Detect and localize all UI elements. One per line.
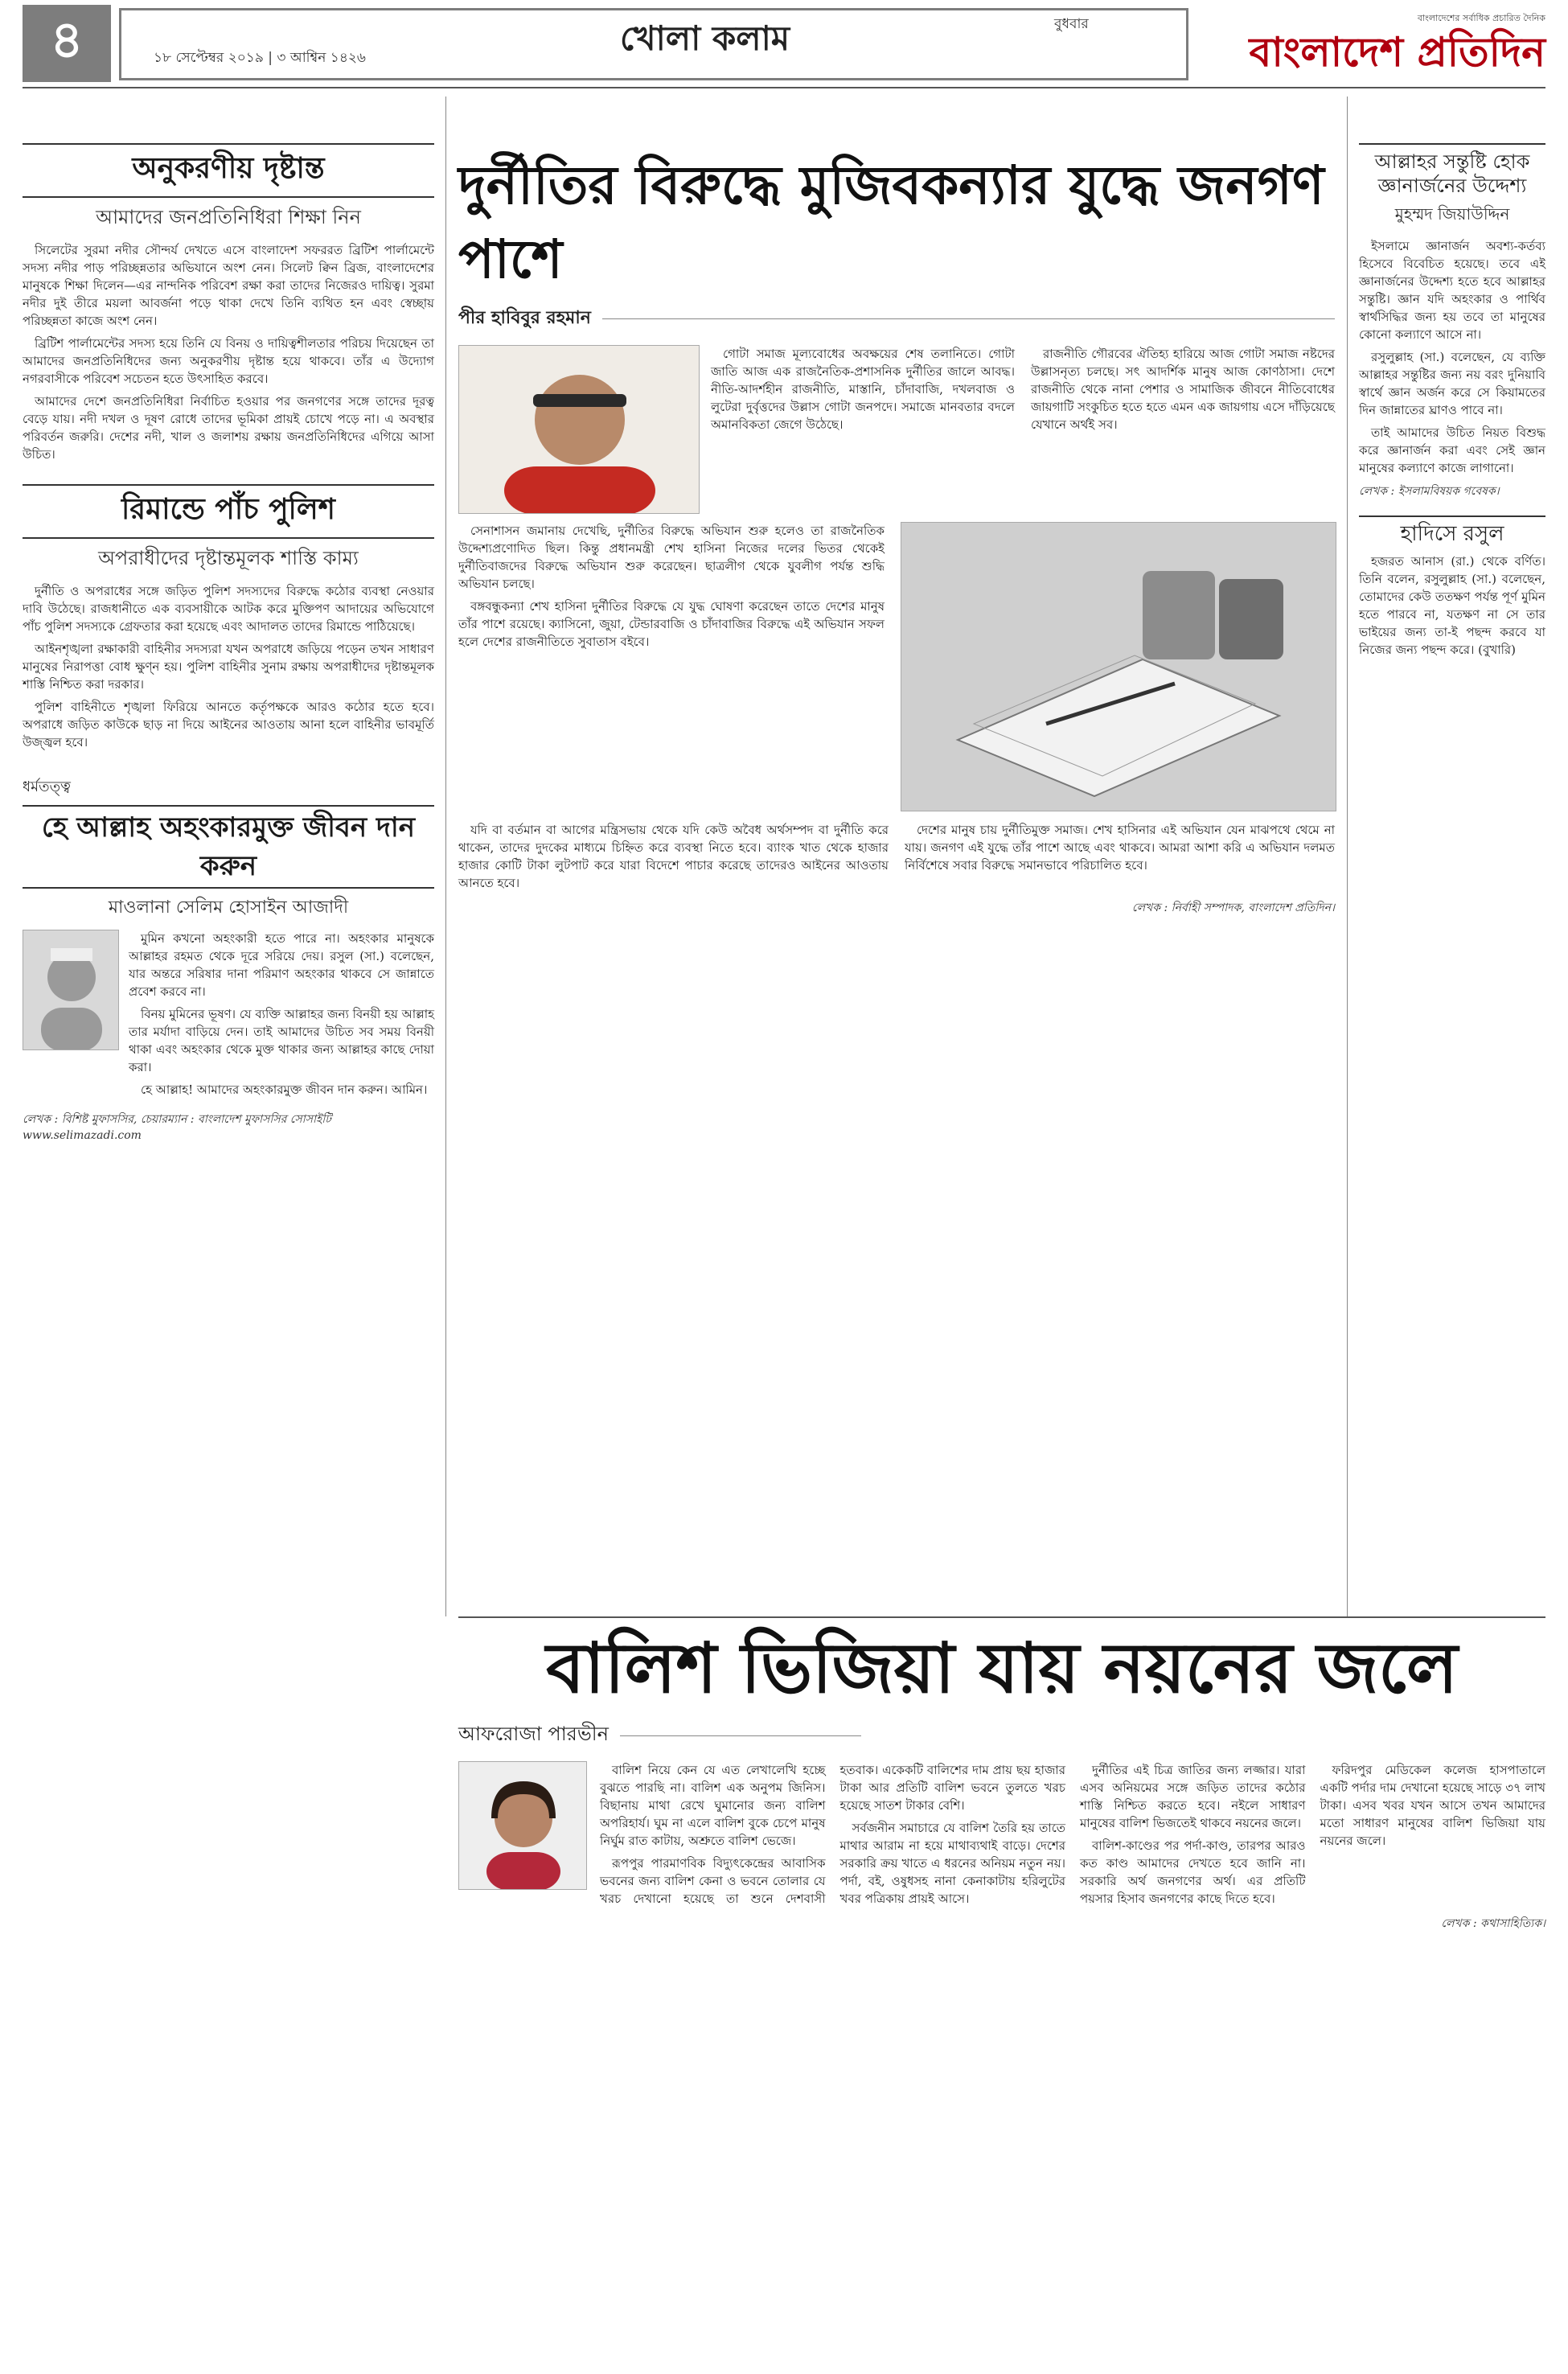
article-photo-illustration (901, 523, 1336, 811)
paragraph: বিনয় মুমিনের ভূষণ। যে ব্যক্তি আল্লাহর জন্য বিনয়ী হয় আল্লাহ তার মর্যাদা বাড়িয়ে দেন। তাই আমাদের উচিত সব সময় বিনয়ী থাকা এবং অহংকার থেকে মুক্ত থাকার জন্য আল্লাহর কাছে দোয়া করা। (129, 1007, 434, 1074)
website-link[interactable]: www.selimazadi.com (23, 1129, 142, 1142)
hadith-title: হাদিসে রসুল (1359, 515, 1545, 546)
main-body-top (711, 345, 1335, 514)
lower-body (600, 1761, 1545, 1908)
main-body-bottom (458, 821, 1335, 892)
religion-kicker: ধর্মতত্ত্ব (23, 778, 71, 795)
masthead-logo (1205, 11, 1545, 80)
paragraph: বঙ্গবন্ধুকন্যা শেখ হাসিনা দুর্নীতির বিরুদ্ধে যে যুদ্ধ ঘোষণা করেছেন তাতে দেশের মানুষ তাঁর পাশে রয়েছে। ক্যাসিনো, জুয়া, টেন্ডারবাজি ও চাঁদাবাজির বিরুদ্ধে এই অভিযান সফল হলে দেশের রাজনীতিতে সুবাতাস বইবে। (458, 599, 885, 649)
editorial-subtitle-1: আমাদের জনপ্রতিনিধিরা শিক্ষা নিন (96, 206, 361, 228)
right-column (1359, 143, 1545, 663)
right-article-title: আল্লাহর সন্তুষ্টি হোক জ্ঞানার্জনের উদ্দেশ্য (1359, 143, 1545, 198)
author-photo-placeholder (23, 930, 119, 1050)
author-photo (23, 930, 119, 1050)
paragraph: হে আল্লাহ! আমাদের অহংকারমুক্ত জীবন দান করুন। আমিন। (141, 1082, 428, 1097)
paragraph: ফরিদপুর মেডিকেল কলেজ হাসপাতালে একটি পর্দার দাম দেখানো হয়েছে সাড়ে ৩৭ লাখ টাকা। এসব খবর যখন আসে তখন আমাদের মতো সাধারণ মানুষের বালিশ ভিজিয়া যায় নয়নের জলে। (1320, 1763, 1545, 1848)
header-date: ১৮ সেপ্টেম্বর ২০১৯ | ৩ আশ্বিন ১৪২৬ (154, 50, 366, 66)
section-divider (458, 1616, 1545, 1618)
byline-rule (620, 1735, 861, 1736)
lower-footer: লেখক : কথাসাহিত্যিক। (1441, 1917, 1545, 1930)
paragraph: গোটা সমাজ মূল্যবোধের অবক্ষয়ের শেষ তলানিতে। গোটা জাতি আজ এক রাজনৈতিক-প্রশাসনিক দুর্নীতির জালে আবদ্ধ। নীতি-আদর্শহীন রাজনীতি, মাস্তানি, চাঁদাবাজি, দখলবাজ ও লুটেরা দুর্বৃত্তদের উল্লাস গোটা জনপদে। সমাজে মানবতার বদলে অমানবিকতা জেগে উঠেছে। (711, 347, 1015, 432)
left-column (23, 143, 434, 1142)
religion-author: মাওলানা সেলিম হোসাইন আজাদী (108, 897, 349, 918)
editorial-body-1 (23, 241, 434, 463)
author-photo (458, 345, 700, 514)
paragraph: ইসলামে জ্ঞানার্জন অবশ্য-কর্তব্য হিসেবে বিবেচিত হয়েছে। তবে এই জ্ঞানার্জনের উদ্দেশ্য হতে হবে আল্লাহর সন্তুষ্টি। জ্ঞান যদি অহংকার ও পার্থিব স্বার্থসিদ্ধির জন্য হয় তবে তা মানুষের কোনো কল্যাণে আসে না। (1359, 239, 1545, 342)
hadith-body (1359, 552, 1545, 659)
header-day: বুধবার (1054, 16, 1089, 32)
religion-title: হে আল্লাহ অহংকারমুক্ত জীবন দান করুন (23, 805, 434, 889)
religion-body (129, 930, 434, 1103)
main-article (458, 148, 1335, 918)
author-photo-placeholder (459, 346, 700, 514)
page-number: ৪ (23, 5, 111, 82)
paragraph: সর্বজনীন সমাচারে যে বালিশ তৈরি হয় তাতে মাথার আরাম না হয়ে মাথাব্যথাই বাড়ে। দেশের সরকারি ক্রয় খাতে এ ধরনের অনিয়ম নতুন নয়। পর্দা, বই, ওষুধসহ নানা কেনাকাটায় হরিলুটের খবর পত্রিকায় প্রায়ই আসে। (839, 1821, 1065, 1906)
editorial-body-2 (23, 582, 434, 751)
paragraph: রসুলুল্লাহ (সা.) বলেছেন, যে ব্যক্তি আল্লাহর সন্তুষ্টির জন্য নয় বরং দুনিয়াবি স্বার্থে জ্ঞান অর্জন করে সে কিয়ামতের দিন জান্নাতের ঘ্রাণও পাবে না। (1359, 350, 1545, 417)
main-headline: দুর্নীতির বিরুদ্ধে মুজিবকন্যার যুদ্ধে জনগণ পাশে (458, 154, 1324, 290)
paragraph: যদি বা বর্তমান বা আগের মন্ত্রিসভায় থেকে যদি কেউ অবৈধ অর্থসম্পদ বা দুর্নীতি করে থাকেন, তাদের দুদকের মাধ্যমে চিহ্নিত করে ব্যবস্থা নিতে হবে। ব্যাংক খাত থেকে হাজার হাজার কোটি টাকা লুটপাট করে যারা বিদেশে পাচার করেছে তাদেরও আইনের আওতায় আনতে হবে। (458, 823, 889, 890)
paragraph: রাজনীতি গৌরবের ঐতিহ্য হারিয়ে আজ গোটা সমাজ নষ্টদের উল্লাসনৃত্য চলছে। সৎ আদর্শিক মানুষ আজ কোণঠাসা। দেশে রাজনীতি থেকে নানা পেশার ও সামাজিক জীবনে নীতিবোধের জায়গাটি সংকুচিত হতে হতে এমন এক জায়গায় এসে দাঁড়িয়েছে যেখানে অর্থই সব। (1031, 347, 1335, 432)
editorial-title-2: রিমান্ডে পাঁচ পুলিশ (23, 484, 434, 539)
column-divider (1347, 97, 1348, 1616)
paragraph: হজরত আনাস (রা.) থেকে বর্ণিত। তিনি বলেন, রসুলুল্লাহ (সা.) বলেছেন, তোমাদের কেউ ততক্ষণ পর্যন্ত পূর্ণ মুমিন হতে পারবে না, যতক্ষণ না সে তার ভাইয়ের জন্য তা-ই পছন্দ করবে যা নিজের জন্য পছন্দ করে। (বুখারি) (1359, 554, 1545, 657)
author-photo (458, 1761, 587, 1890)
paragraph: তাই আমাদের উচিত নিয়ত বিশুদ্ধ করে জ্ঞানার্জন করা এবং সেই জ্ঞান মানুষের কল্যাণে কাজে লাগানো। (1359, 425, 1545, 475)
lower-byline: আফরোজা পারভীন (458, 1723, 609, 1745)
masthead-name: বাংলাদেশ প্রতিদিন (1249, 28, 1545, 76)
paragraph: দেশের মানুষ চায় দুর্নীতিমুক্ত সমাজ। শেখ হাসিনার এই অভিযান যেন মাঝপথে থেমে না যায়। জনগণ এই যুদ্ধে তাঁর পাশে আছে এবং থাকবে। আমরা আশা করি এ অভিযান দলমত নির্বিশেষে সবার বিরুদ্ধে সমানভাবে পরিচালিত হবে। (905, 823, 1335, 873)
religion-footer: লেখক : বিশিষ্ট মুফাসসির, চেয়ারম্যান : বাংলাদেশ মুফাসসির সোসাইটি (23, 1113, 331, 1126)
paragraph: মুমিন কখনো অহংকারী হতে পারে না। অহংকার মানুষকে আল্লাহর রহমত থেকে দূরে সরিয়ে দেয়। রসুল (সা.) বলেছেন, যার অন্তরে সরিষার দানা পরিমাণ অহংকার থাকবে সে জান্নাতে প্রবেশ করবে না। (129, 931, 434, 999)
lower-article (458, 1624, 1545, 1933)
column-divider (445, 97, 446, 1616)
editorial-subtitle-2: অপরাধীদের দৃষ্টান্তমূলক শাস্তি কাম্য (98, 547, 359, 569)
paragraph: আইনশৃঙ্খলা রক্ষাকারী বাহিনীর সদস্যরা যখন অপরাধে জড়িয়ে পড়েন তখন সাধারণ মানুষের নিরাপত্তা বোধ ক্ষুণ্ন হয়। পুলিশ বাহিনীর সুনাম রক্ষায় অপরাধীদের দৃষ্টান্তমূলক শাস্তি নিশ্চিত করা দরকার। (23, 642, 434, 692)
right-article-footer: লেখক : ইসলামবিষয়ক গবেষক। (1359, 485, 1500, 498)
header-divider (23, 87, 1545, 88)
paragraph: আমাদের দেশে জনপ্রতিনিধিরা নির্বাচিত হওয়ার পর জনগণের সঙ্গে তাদের দূরত্ব বেড়ে যায়। নদী দখল ও দূষণ রোধে তাদের ভূমিকা প্রায়ই চোখে পড়ে না। এ অবস্থার পরিবর্তন জরুরি। দেশের নদী, খাল ও জলাশয় রক্ষায় জনপ্রতিনিধিদের এগিয়ে আসা উচিত। (23, 394, 434, 462)
paragraph: দুর্নীতি ও অপরাধের সঙ্গে জড়িত পুলিশ সদস্যদের বিরুদ্ধে কঠোর ব্যবস্থা নেওয়ার দাবি উঠেছে। রাজধানীতে এক ব্যবসায়ীকে আটক করে মুক্তিপণ আদায়ের অভিযোগে পাঁচ পুলিশ সদস্যকে গ্রেফতার করা হয়েছে এবং আদালত তাদের রিমান্ডে পাঠিয়েছে। (23, 584, 434, 634)
editorial-title-1: অনুকরণীয় দৃষ্টান্ত (23, 143, 434, 198)
lower-headline: বালিশ ভিজিয়া যায় নয়নের জলে (546, 1628, 1458, 1709)
right-article-body (1359, 237, 1545, 477)
main-body-left (458, 522, 885, 811)
main-footer: লেখক : নির্বাহী সম্পাদক, বাংলাদেশ প্রতিদিন। (1131, 902, 1335, 914)
article-photo (901, 522, 1336, 811)
byline-rule (602, 318, 1335, 319)
section-name: খোলা কলাম (620, 18, 790, 58)
right-article-author: মুহম্মদ জিয়াউদ্দিন (1394, 204, 1510, 224)
paragraph: বালিশ-কাণ্ডের পর পর্দা-কাণ্ড, তারপর আরও কত কাণ্ড আমাদের দেখতে হবে জানি না। সরকারি অর্থ জনগণের অর্থ। এর প্রতিটি পয়সার হিসাব জনগণের কাছে দিতে হবে। (1080, 1838, 1306, 1906)
masthead-tagline: বাংলাদেশের সর্বাধিক প্রচারিত দৈনিক (1417, 13, 1545, 23)
page-header (23, 5, 1545, 82)
section-bar (119, 8, 1188, 80)
author-photo-placeholder (459, 1762, 587, 1890)
main-byline: পীর হাবিবুর রহমান (458, 307, 591, 328)
paragraph: সিলেটের সুরমা নদীর সৌন্দর্য দেখতে এসে বাংলাদেশ সফররত ব্রিটিশ পার্লামেন্টে সদস্য নদীর পাড় পরিচ্ছন্নতার অভিযানে অংশ নেন। সিলেট ক্বিন ব্রিজ, বাংলাদেশের মানুষকে শিক্ষা দিলেন—এর নান্দনিক পরিবেশ রক্ষা করা তাদের নিজেরও দায়িত্ব। সুরমা নদীর দুই তীরে ময়লা আবর্জনা পড়ে থাকা দেখে তিনি ব্যথিত হন এবং স্বেচ্ছায় পরিচ্ছন্নতা কাজে অংশ নেন। (23, 243, 434, 328)
paragraph: রূপপুর পারমাণবিক বিদ্যুৎকেন্দ্রের আবাসিক ভবনের জন্য বালিশ কেনা ও ভবনে তোলার যে খরচ দেখানো হয়েছে তা শুনে দেশবাসী হতবাক। একেকটি বালিশের দাম প্রায় ছয় হাজার টাকা আর প্রতিটি বালিশ ভবনে তুলতে খরচ হয়েছে সাতশ টাকার বেশি। (600, 1763, 1065, 1906)
paragraph: সেনাশাসন জমানায় দেখেছি, দুর্নীতির বিরুদ্ধে অভিযান শুরু হলেও তা রাজনৈতিক উদ্দেশ্যপ্রণোদিত ছিল। কিন্তু প্রধানমন্ত্রী শেখ হাসিনা নিজের দলের ভিতর থেকেই দুর্নীতিবাজদের বিরুদ্ধে অভিযান শুরু করেছেন। ছাত্রলীগ থেকে যুবলীগ পর্যন্ত শুদ্ধি অভিযান চলছে। (458, 524, 885, 591)
paragraph: দুর্নীতির এই চিত্র জাতির জন্য লজ্জার। যারা এসব অনিয়মের সঙ্গে জড়িত তাদের কঠোর শাস্তি নিশ্চিত করতে হবে। নইলে সাধারণ মানুষের বালিশ ভিজতেই থাকবে নয়নের জলে। (1080, 1763, 1306, 1830)
paragraph: বালিশ নিয়ে কেন যে এত লেখালেখি হচ্ছে বুঝতে পারছি না। বালিশ এক অনুপম জিনিস। বিছানায় মাথা রেখে ঘুমানোর জন্য বালিশ অপরিহার্য। ঘুম না এলে বালিশ বুকে চেপে মানুষ নির্ঘুম রাত কাটায়, অশ্রুতে বালিশ ভেজে। (600, 1763, 826, 1848)
paragraph: ব্রিটিশ পার্লামেন্টের সদস্য হয়ে তিনি যে বিনয় ও দায়িত্বশীলতার পরিচয় দিয়েছেন তা আমাদের জনপ্রতিনিধিদের জন্য অনুকরণীয় দৃষ্টান্ত হয়ে থাকবে। তাঁর এ উদ্যোগ নগরবাসীকে পরিবেশ সচেতন হতে উৎসাহিত করবে। (23, 336, 434, 386)
paragraph: পুলিশ বাহিনীতে শৃঙ্খলা ফিরিয়ে আনতে কর্তৃপক্ষকে আরও কঠোর হতে হবে। অপরাধে জড়িত কাউকে ছাড় না দিয়ে আইনের আওতায় আনা হলে বাহিনীর ভাবমূর্তি উজ্জ্বল হবে। (23, 700, 434, 750)
